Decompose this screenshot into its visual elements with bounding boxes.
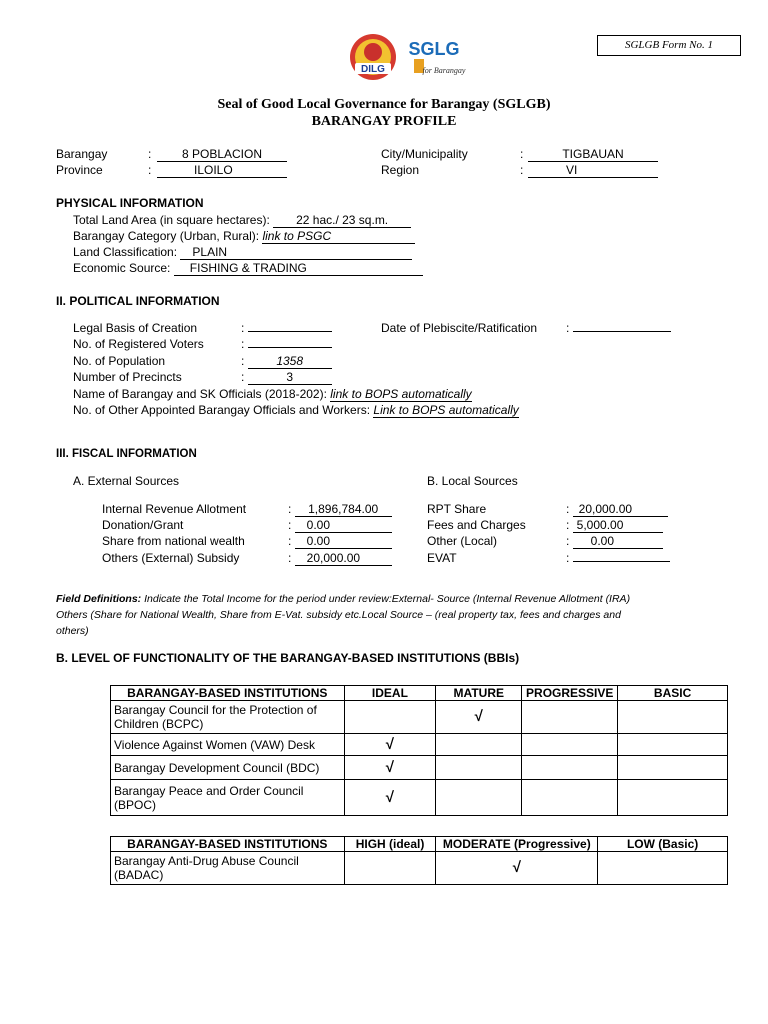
- province-label: Province: [56, 163, 103, 177]
- bbi-table-2-header: [111, 837, 728, 852]
- evat-value: [573, 561, 670, 562]
- city-label: City/Municipality: [381, 147, 468, 161]
- check-mark: √: [436, 701, 522, 734]
- level-cell: [522, 756, 618, 780]
- table-row: [111, 756, 728, 780]
- population-label: No. of Population: [73, 354, 166, 368]
- level-cell: [436, 734, 522, 756]
- table-row: [111, 780, 728, 816]
- voters-value: [248, 347, 332, 348]
- region-label: Region: [381, 163, 420, 177]
- table-row: [111, 701, 728, 734]
- donation-value: 0.00: [295, 519, 392, 533]
- colon: :: [520, 163, 524, 177]
- check-mark: √: [344, 756, 436, 780]
- column-header: BASIC: [618, 686, 728, 701]
- physical-heading: PHYSICAL INFORMATION: [56, 196, 204, 210]
- ira-label: Internal Revenue Allotment: [102, 502, 247, 516]
- institution-name: Barangay Anti-Drug Abuse Council (BADAC): [111, 852, 345, 885]
- barangay-value: 8 POBLACION: [157, 148, 287, 162]
- sglg-logo-tag: for Barangay: [422, 66, 466, 75]
- category-value[interactable]: link to PSGC: [262, 230, 415, 244]
- level-cell: [344, 852, 436, 885]
- external-heading: A. External Sources: [73, 474, 180, 488]
- level-cell: [618, 734, 728, 756]
- institution-name: Barangay Council for the Protection of Children (BCPC): [111, 701, 345, 734]
- dilg-seal-logo: [345, 33, 401, 81]
- level-cell: [522, 701, 618, 734]
- colon: :: [520, 147, 524, 161]
- officials-label: Name of Barangay and SK Officials (2018-202):: [73, 387, 327, 401]
- province-value: ILOILO: [157, 164, 287, 178]
- category-label: Barangay Category (Urban, Rural):: [73, 229, 260, 243]
- institution-name: Violence Against Women (VAW) Desk: [111, 734, 345, 756]
- column-header: MATURE: [436, 686, 522, 701]
- level-cell: [598, 852, 728, 885]
- officials-link[interactable]: link to BOPS automatically: [330, 387, 472, 401]
- level-cell: [618, 701, 728, 734]
- legal-basis-label: Legal Basis of Creation: [73, 321, 198, 335]
- city-value: TIGBAUAN: [528, 148, 658, 162]
- level-cell: [436, 756, 522, 780]
- field-def-label: Field Definitions:: [56, 593, 142, 605]
- colon: :: [148, 147, 152, 161]
- level-cell: [618, 780, 728, 816]
- bbi-table-2: [110, 836, 728, 885]
- land-area-value: 22 hac./ 23 sq.m.: [273, 214, 411, 228]
- classification-label: Land Classification:: [73, 245, 178, 259]
- check-mark: √: [436, 852, 598, 885]
- bbi-table-1-header: [111, 686, 728, 701]
- column-header: MODERATE (Progressive): [436, 837, 598, 852]
- institution-name: Barangay Development Council (BDC): [111, 756, 345, 780]
- appointed-link[interactable]: Link to BOPS automatically: [373, 403, 519, 417]
- region-value: VI: [528, 164, 658, 178]
- column-header: LOW (Basic): [598, 837, 728, 852]
- other-local-value: 0.00: [573, 535, 663, 549]
- dilg-logo-text: DILG: [361, 64, 385, 75]
- column-header: IDEAL: [344, 686, 436, 701]
- field-def-line3: others): [56, 625, 89, 637]
- wealth-label: Share from national wealth: [102, 534, 245, 548]
- level-cell: [522, 734, 618, 756]
- population-value: 1358: [248, 355, 332, 369]
- precincts-value: 3: [248, 371, 332, 385]
- legal-basis-value: [248, 331, 332, 332]
- fees-label: Fees and Charges: [427, 518, 526, 532]
- appointed-label: No. of Other Appointed Barangay Officials and Workers:: [73, 403, 371, 417]
- barangay-label: Barangay: [56, 147, 108, 161]
- precincts-label: Number of Precincts: [73, 370, 182, 384]
- rpt-value: 20,000.00: [573, 503, 668, 517]
- fees-value: 5,000.00: [573, 519, 663, 533]
- level-cell: [618, 756, 728, 780]
- field-def-line2: Others (Share for National Wealth, Share from E-Vat. subsidy etc.Local Source – (real property tax, fees and charges and: [56, 609, 621, 621]
- economic-value: FISHING & TRADING: [174, 262, 423, 276]
- others-ext-value: 20,000.00: [295, 552, 392, 566]
- field-def-line1: Indicate the Total Income for the period under review:External- Source (Internal Revenue Allotment (IRA): [144, 593, 631, 605]
- local-heading: B. Local Sources: [427, 474, 518, 488]
- level-cell: [522, 780, 618, 816]
- column-header: HIGH (ideal): [344, 837, 436, 852]
- rpt-label: RPT Share: [427, 502, 487, 516]
- column-header: BARANGAY-BASED INSTITUTIONS: [111, 837, 345, 852]
- donation-label: Donation/Grant: [102, 518, 184, 532]
- voters-label: No. of Registered Voters: [73, 337, 204, 351]
- form-number-box: SGLGB Form No. 1: [597, 35, 741, 56]
- colon: :: [148, 163, 152, 177]
- sglg-logo: [408, 35, 466, 79]
- wealth-value: 0.00: [295, 535, 392, 549]
- check-mark: √: [344, 734, 436, 756]
- other-local-label: Other (Local): [427, 534, 498, 548]
- bbi-table-1: [110, 685, 728, 816]
- column-header: PROGRESSIVE: [522, 686, 618, 701]
- economic-label: Economic Source:: [73, 261, 171, 275]
- land-area-label: Total Land Area (in square hectares):: [73, 213, 270, 227]
- fiscal-heading: III. FISCAL INFORMATION: [56, 448, 197, 460]
- classification-value: PLAIN: [180, 246, 412, 260]
- plebiscite-value: [573, 331, 671, 332]
- page-title: Seal of Good Local Governance for Barangay (SGLGB): [217, 97, 551, 112]
- sglg-logo-text: SGLG: [408, 39, 460, 59]
- column-header: BARANGAY-BASED INSTITUTIONS: [111, 686, 345, 701]
- ira-value: 1,896,784.00: [295, 503, 392, 517]
- institution-name: Barangay Peace and Order Council (BPOC): [111, 780, 345, 816]
- plebiscite-label: Date of Plebiscite/Ratification: [381, 321, 538, 335]
- level-cell: [344, 701, 436, 734]
- bbi-heading: B. LEVEL OF FUNCTIONALITY OF THE BARANGAY-BASED INSTITUTIONS (BBIs): [56, 651, 520, 665]
- others-ext-label: Others (External) Subsidy: [102, 551, 240, 565]
- level-cell: [436, 780, 522, 816]
- page-subtitle: BARANGAY PROFILE: [311, 114, 457, 129]
- table-row: [111, 734, 728, 756]
- evat-label: EVAT: [427, 551, 457, 565]
- table-row: [111, 852, 728, 885]
- check-mark: √: [344, 780, 436, 816]
- political-heading: II. POLITICAL INFORMATION: [56, 294, 220, 308]
